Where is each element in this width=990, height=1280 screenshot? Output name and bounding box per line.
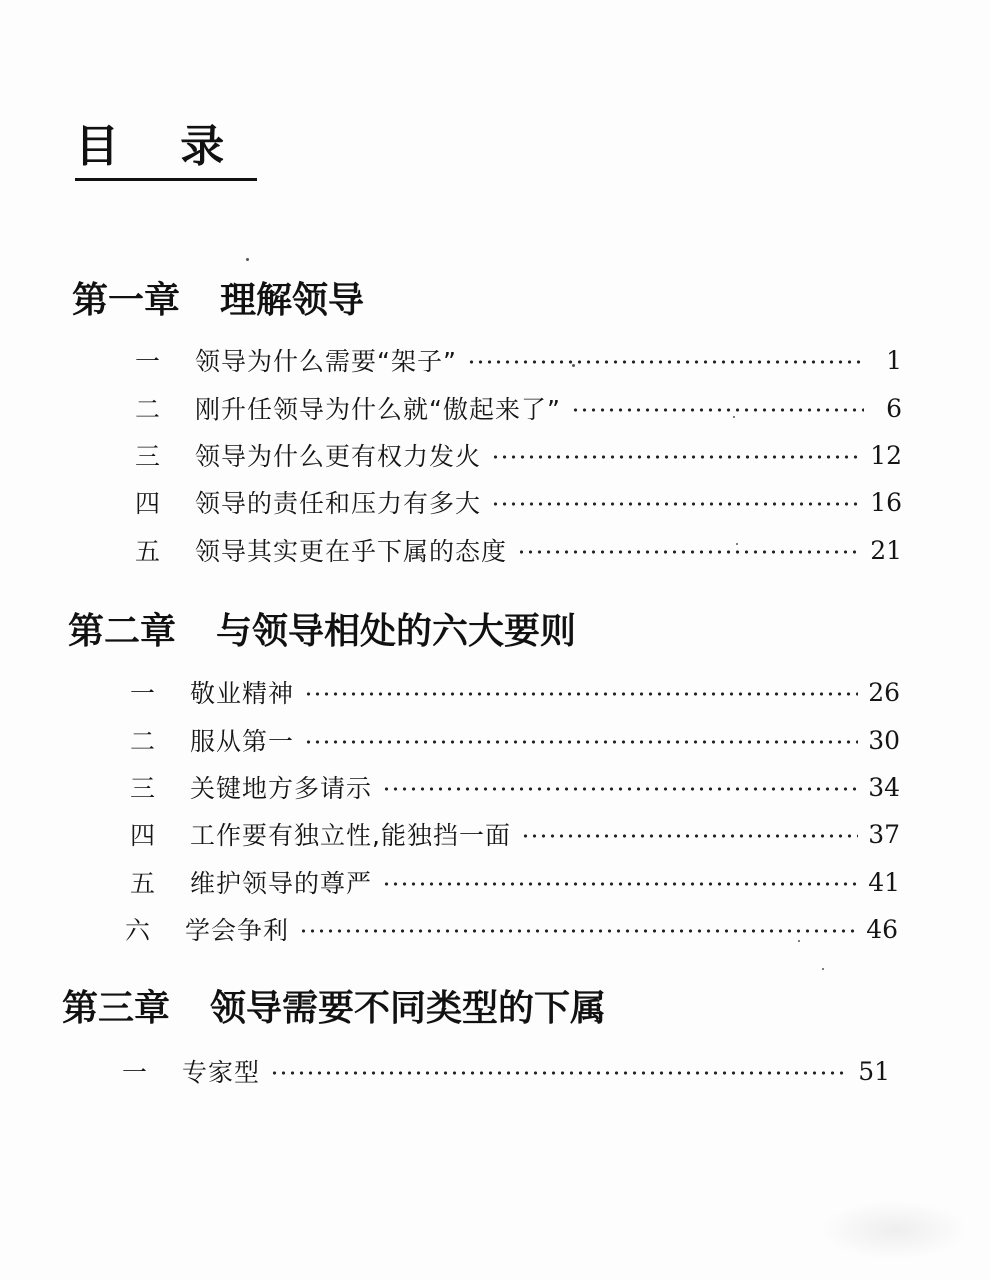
dot-leader bbox=[382, 880, 858, 888]
chapter-heading bbox=[72, 278, 364, 322]
toc-entry[interactable] bbox=[130, 722, 900, 758]
dot-leader bbox=[299, 927, 856, 935]
entry-number: 一 bbox=[130, 679, 156, 708]
entry-label: 维护领导的尊严 bbox=[190, 869, 373, 898]
entry-page-number: 16 bbox=[870, 487, 902, 517]
chapter-title: 与领导相处的六大要则 bbox=[216, 610, 577, 652]
dot-leader bbox=[467, 358, 864, 366]
scan-speck bbox=[246, 258, 249, 261]
entry-page-number: 21 bbox=[870, 535, 902, 565]
dot-leader bbox=[517, 548, 860, 556]
toc-entry[interactable] bbox=[130, 864, 900, 900]
entry-number: 三 bbox=[130, 774, 156, 803]
entry-label: 工作要有独立性,能独挡一面 bbox=[190, 821, 511, 850]
entry-label: 学会争利 bbox=[185, 916, 290, 945]
entry-page-number: 46 bbox=[866, 914, 898, 944]
toc-entry[interactable] bbox=[135, 342, 902, 378]
entry-number: 四 bbox=[130, 821, 156, 850]
dot-leader bbox=[382, 785, 858, 793]
dot-leader bbox=[491, 500, 860, 508]
entry-label: 领导为什么更有权力发火 bbox=[195, 442, 482, 471]
toc-heading: 目 录 bbox=[75, 118, 257, 181]
entry-number: 二 bbox=[130, 727, 156, 756]
entry-number: 四 bbox=[135, 489, 161, 518]
toc-entry[interactable] bbox=[135, 532, 902, 568]
dot-leader bbox=[571, 406, 864, 414]
dot-leader bbox=[491, 453, 860, 461]
entry-page-number: 30 bbox=[868, 725, 900, 755]
entry-page-number: 51 bbox=[858, 1056, 890, 1086]
scan-shadow bbox=[820, 1200, 970, 1260]
entry-number: 三 bbox=[135, 442, 161, 471]
entry-label: 关键地方多请示 bbox=[190, 774, 373, 803]
scan-speck bbox=[733, 416, 735, 418]
scan-speck bbox=[822, 968, 824, 970]
entry-label: 领导其实更在乎下属的态度 bbox=[195, 537, 508, 566]
dot-leader bbox=[270, 1069, 848, 1077]
chapter-title: 领导需要不同类型的下属 bbox=[210, 987, 607, 1029]
entry-number: 一 bbox=[135, 347, 161, 376]
entry-page-number: 41 bbox=[868, 867, 900, 897]
entry-number: 五 bbox=[135, 537, 161, 566]
chapter-number: 第一章 bbox=[72, 279, 181, 321]
entry-page-number: 1 bbox=[886, 345, 902, 375]
entry-page-number: 12 bbox=[870, 440, 902, 470]
entry-label: 领导的责任和压力有多大 bbox=[195, 489, 482, 518]
toc-entry[interactable] bbox=[130, 674, 900, 710]
entry-page-number: 37 bbox=[868, 819, 900, 849]
toc-entry[interactable] bbox=[135, 484, 902, 520]
entry-page-number: 34 bbox=[868, 772, 900, 802]
entry-page-number: 6 bbox=[886, 393, 902, 423]
scan-speck bbox=[572, 364, 575, 367]
entry-number: 二 bbox=[135, 395, 161, 424]
chapter-title: 理解领导 bbox=[220, 279, 365, 321]
toc-entry[interactable] bbox=[135, 390, 902, 426]
chapter-number: 第三章 bbox=[62, 987, 171, 1029]
dot-leader bbox=[304, 738, 858, 746]
toc-entry[interactable] bbox=[135, 437, 902, 473]
dot-leader bbox=[521, 832, 858, 840]
entry-label: 敬业精神 bbox=[190, 679, 295, 708]
dot-leader bbox=[304, 690, 858, 698]
chapter-heading bbox=[62, 986, 606, 1030]
entry-page-number: 26 bbox=[868, 677, 900, 707]
entry-number: 五 bbox=[130, 869, 156, 898]
chapter-number: 第二章 bbox=[68, 610, 177, 652]
scan-speck bbox=[736, 543, 738, 545]
entry-label: 专家型 bbox=[182, 1058, 261, 1087]
toc-entry[interactable] bbox=[125, 911, 898, 947]
entry-label: 服从第一 bbox=[190, 727, 295, 756]
toc-entry[interactable] bbox=[130, 769, 900, 805]
scan-speck bbox=[798, 940, 800, 942]
toc-entry[interactable] bbox=[130, 816, 900, 852]
entry-number: 六 bbox=[125, 916, 151, 945]
entry-label: 领导为什么需要“架子” bbox=[195, 347, 457, 376]
entry-number: 一 bbox=[122, 1058, 148, 1087]
toc-entry[interactable] bbox=[122, 1053, 890, 1089]
entry-label: 刚升任领导为什么就“傲起来了” bbox=[195, 395, 561, 424]
chapter-heading bbox=[68, 609, 576, 653]
